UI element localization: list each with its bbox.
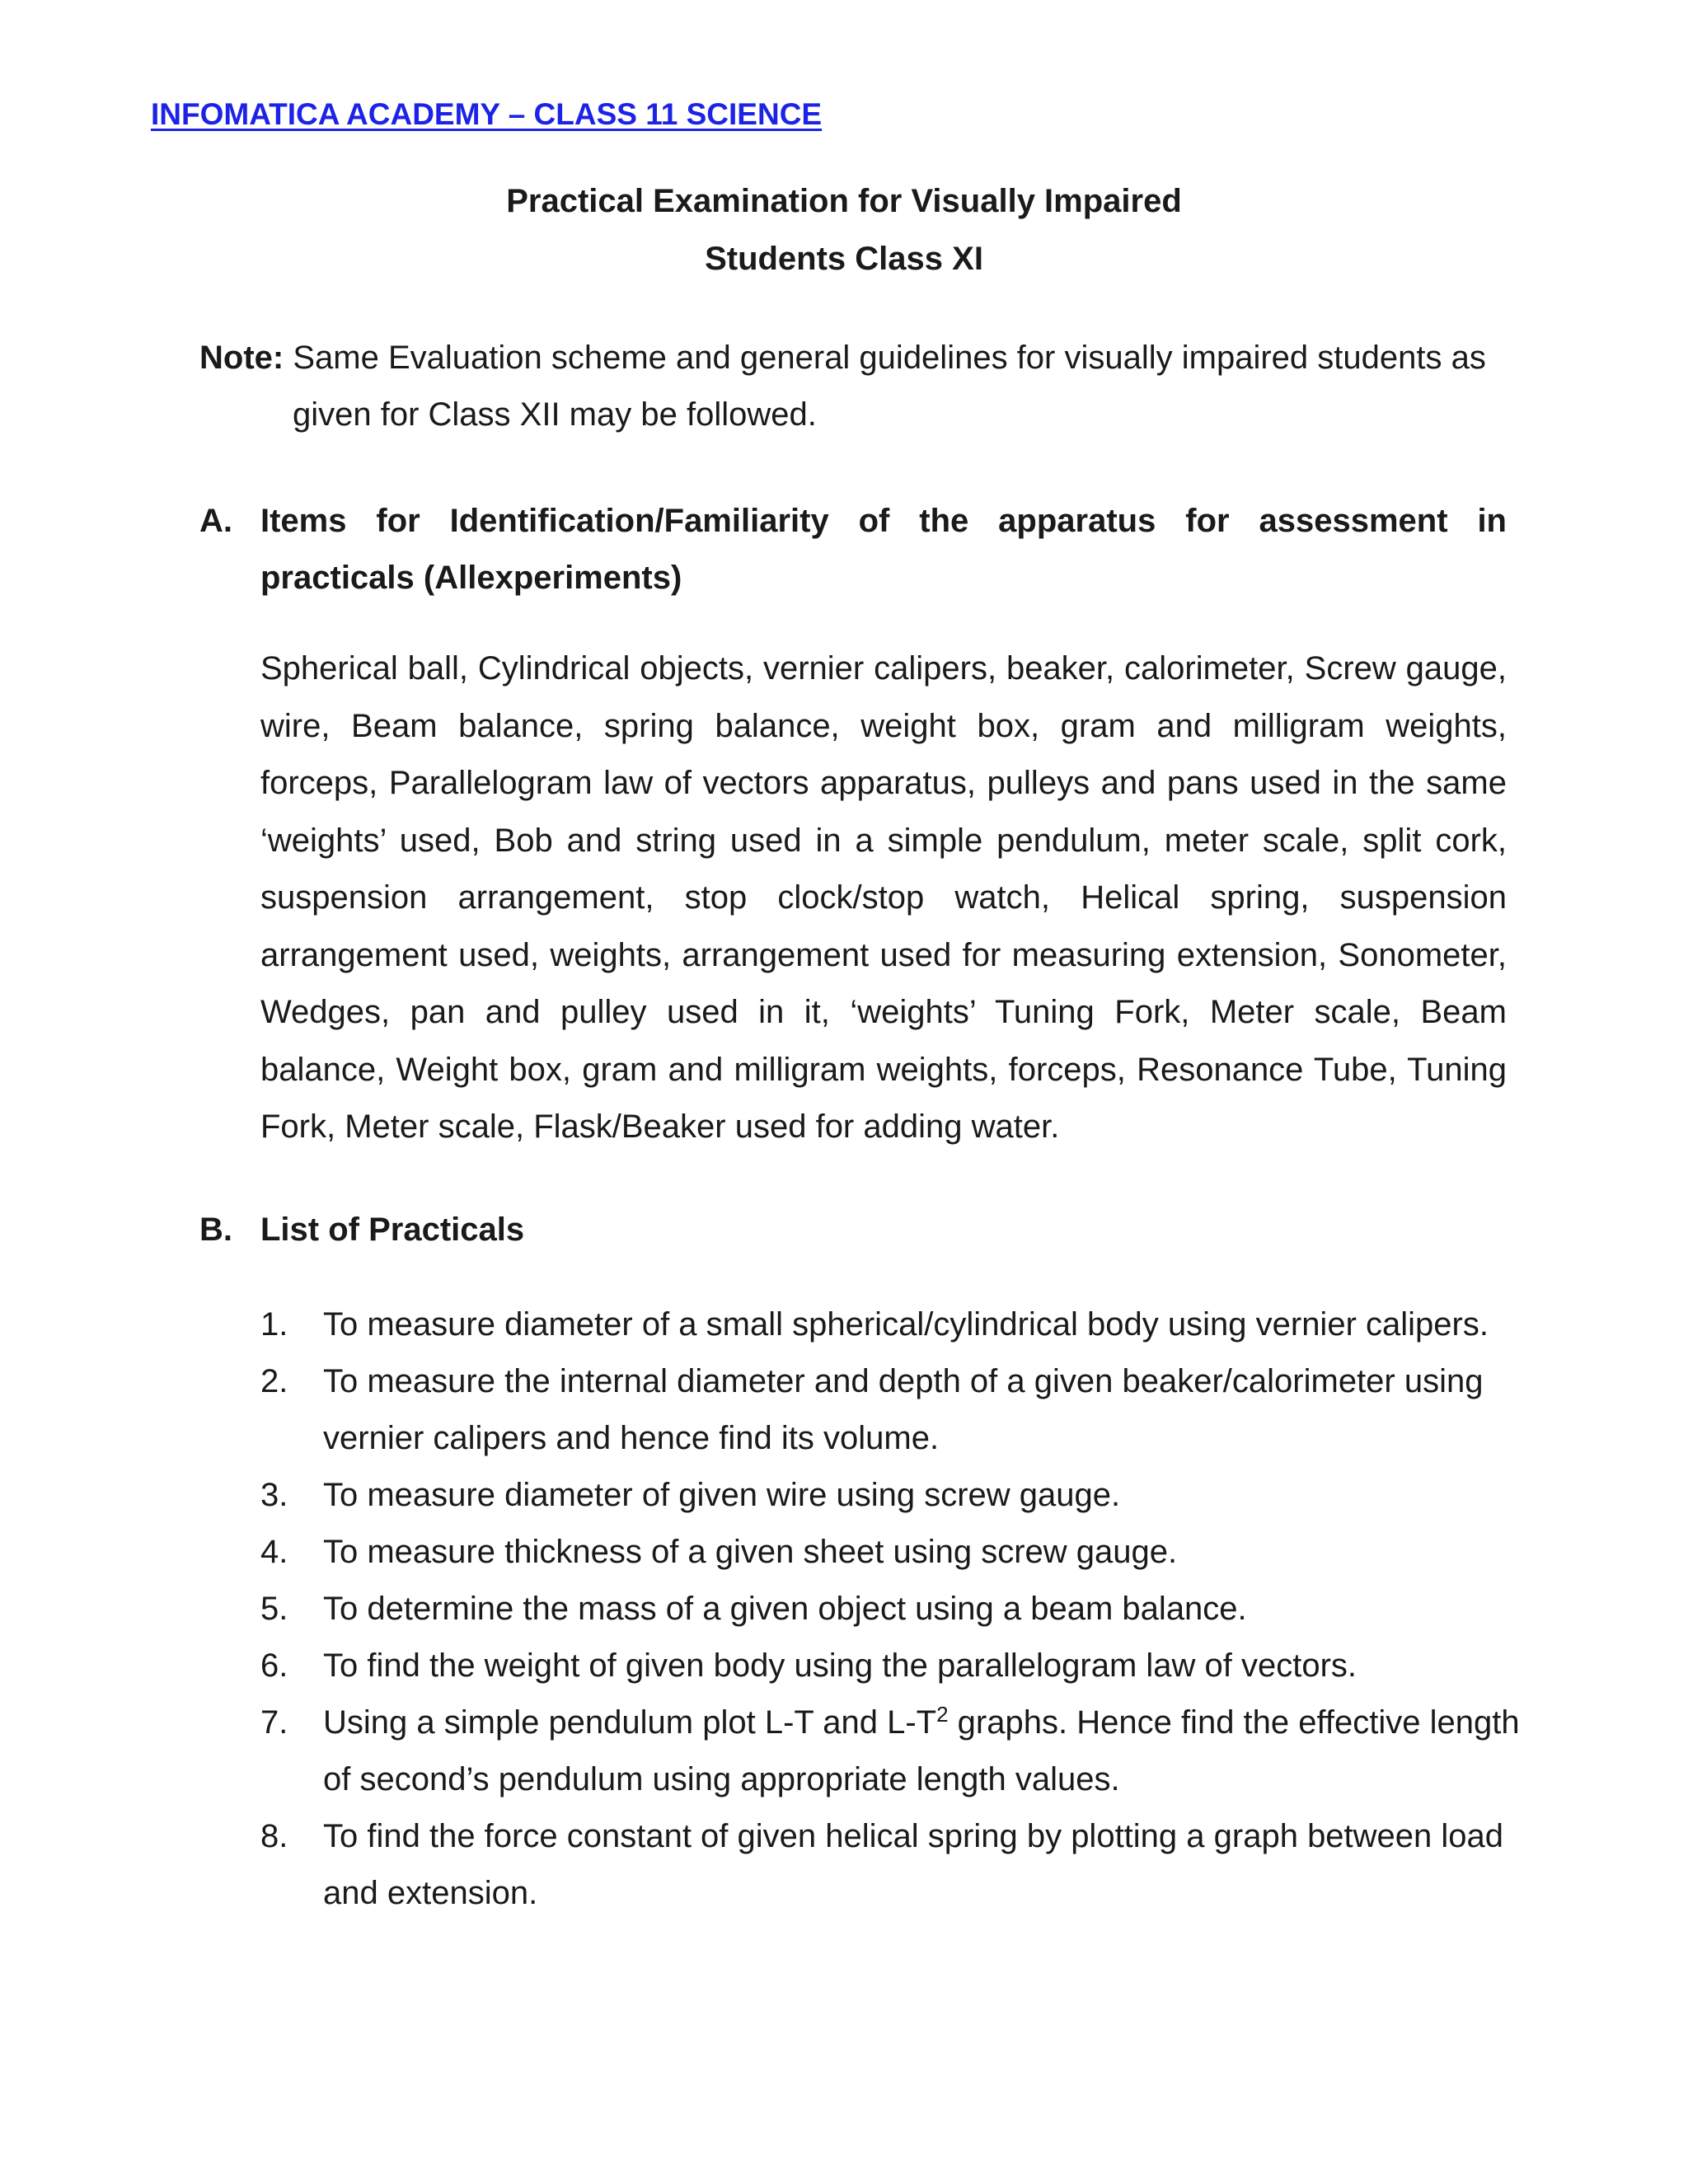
list-item-number: 8. [260,1818,288,1854]
page-title-line-2: Students Class XI [705,241,983,277]
list-item-text: To measure the internal diameter and depth of a given beaker/calorimeter using vernier calipers and hence find its volume. [323,1363,1484,1456]
note-line-1: Same Evaluation scheme and general guidelines for visually impaired students as [293,340,1486,376]
list-item-text: To measure diameter of a small spherical/cylindrical body using vernier calipers. [323,1306,1489,1343]
section-a-letter: A. [199,503,232,539]
section-b-heading-text: List of Practicals [260,1212,525,1248]
list-item-text: To measure thickness of a given sheet using screw gauge. [323,1534,1178,1570]
list-item [260,1524,1530,1581]
practicals-list [260,1296,1530,1922]
list-item-text-before: Using a simple pendulum plot L-T and L-T [323,1704,937,1741]
list-item-text: To find the force constant of given helical spring by plotting a graph between load and extension. [323,1818,1504,1911]
list-item [260,1296,1530,1353]
list-item [260,1808,1530,1922]
list-item [260,1353,1530,1467]
list-item-text: To measure diameter of given wire using screw gauge. [323,1477,1121,1513]
note-label: Note: [199,340,284,376]
superscript-two: 2 [936,1702,949,1727]
list-item-number: 4. [260,1534,288,1570]
list-item-number: 3. [260,1477,288,1513]
section-a-heading [199,493,1507,607]
note-paragraph [199,330,1518,443]
list-item [260,1467,1530,1524]
list-item-text: To find the weight of given body using the parallelogram law of vectors. [323,1647,1357,1684]
list-item-text: To determine the mass of a given object using a beam balance. [323,1591,1247,1627]
page-title-line-1: Practical Examination for Visually Impaired [506,183,1182,219]
list-item-number: 6. [260,1647,288,1684]
list-item-number: 2. [260,1363,288,1399]
section-b-heading [199,1205,525,1254]
list-item [260,1581,1530,1638]
apparatus-items-paragraph: Spherical ball, Cylindrical objects, vernier calipers, beaker, calorimeter, Screw gauge, wire, Beam balance, spring balance, weight box, gram and milligram weights, forceps, Parallelogram law of vectors apparatus, pulleys and pans used in the same ‘weights’ used, Bob and string used in a simple pendulum, meter scale, split cork, suspension arrangement, stop clock/stop watch, Helical spring, suspension arrangement used, weights, arrangement used for measuring extension, Sonometer, Wedges, pan and pulley used in it, ‘weights’ Tuning Fork, Meter scale, Beam balance, Weight box, gram and milligram weights, forceps, Resonance Tube, Tuning Fork, Meter scale, Flask/Beaker used for adding water. [260,650,1507,1145]
note-line-2: given for Class XII may be followed. [293,396,817,433]
section-a-heading-line-1: Items for Identification/Familiarity of the apparatus for assessment in [260,503,1507,539]
list-item-text [323,1704,1520,1797]
list-item [260,1638,1530,1694]
section-a-heading-line-2: practicals (Allexperiments) [260,560,682,596]
list-item [260,1694,1530,1808]
header-link[interactable]: INFOMATICA ACADEMY – CLASS 11 SCIENCE [151,97,823,131]
list-item-number: 1. [260,1306,288,1343]
list-item-text-after: graphs. Hence find the effective length of second’s pendulum using appropriate length values. [323,1704,1520,1797]
list-item-number: 7. [260,1704,288,1741]
list-item-number: 5. [260,1591,288,1627]
section-b-letter: B. [199,1212,232,1248]
